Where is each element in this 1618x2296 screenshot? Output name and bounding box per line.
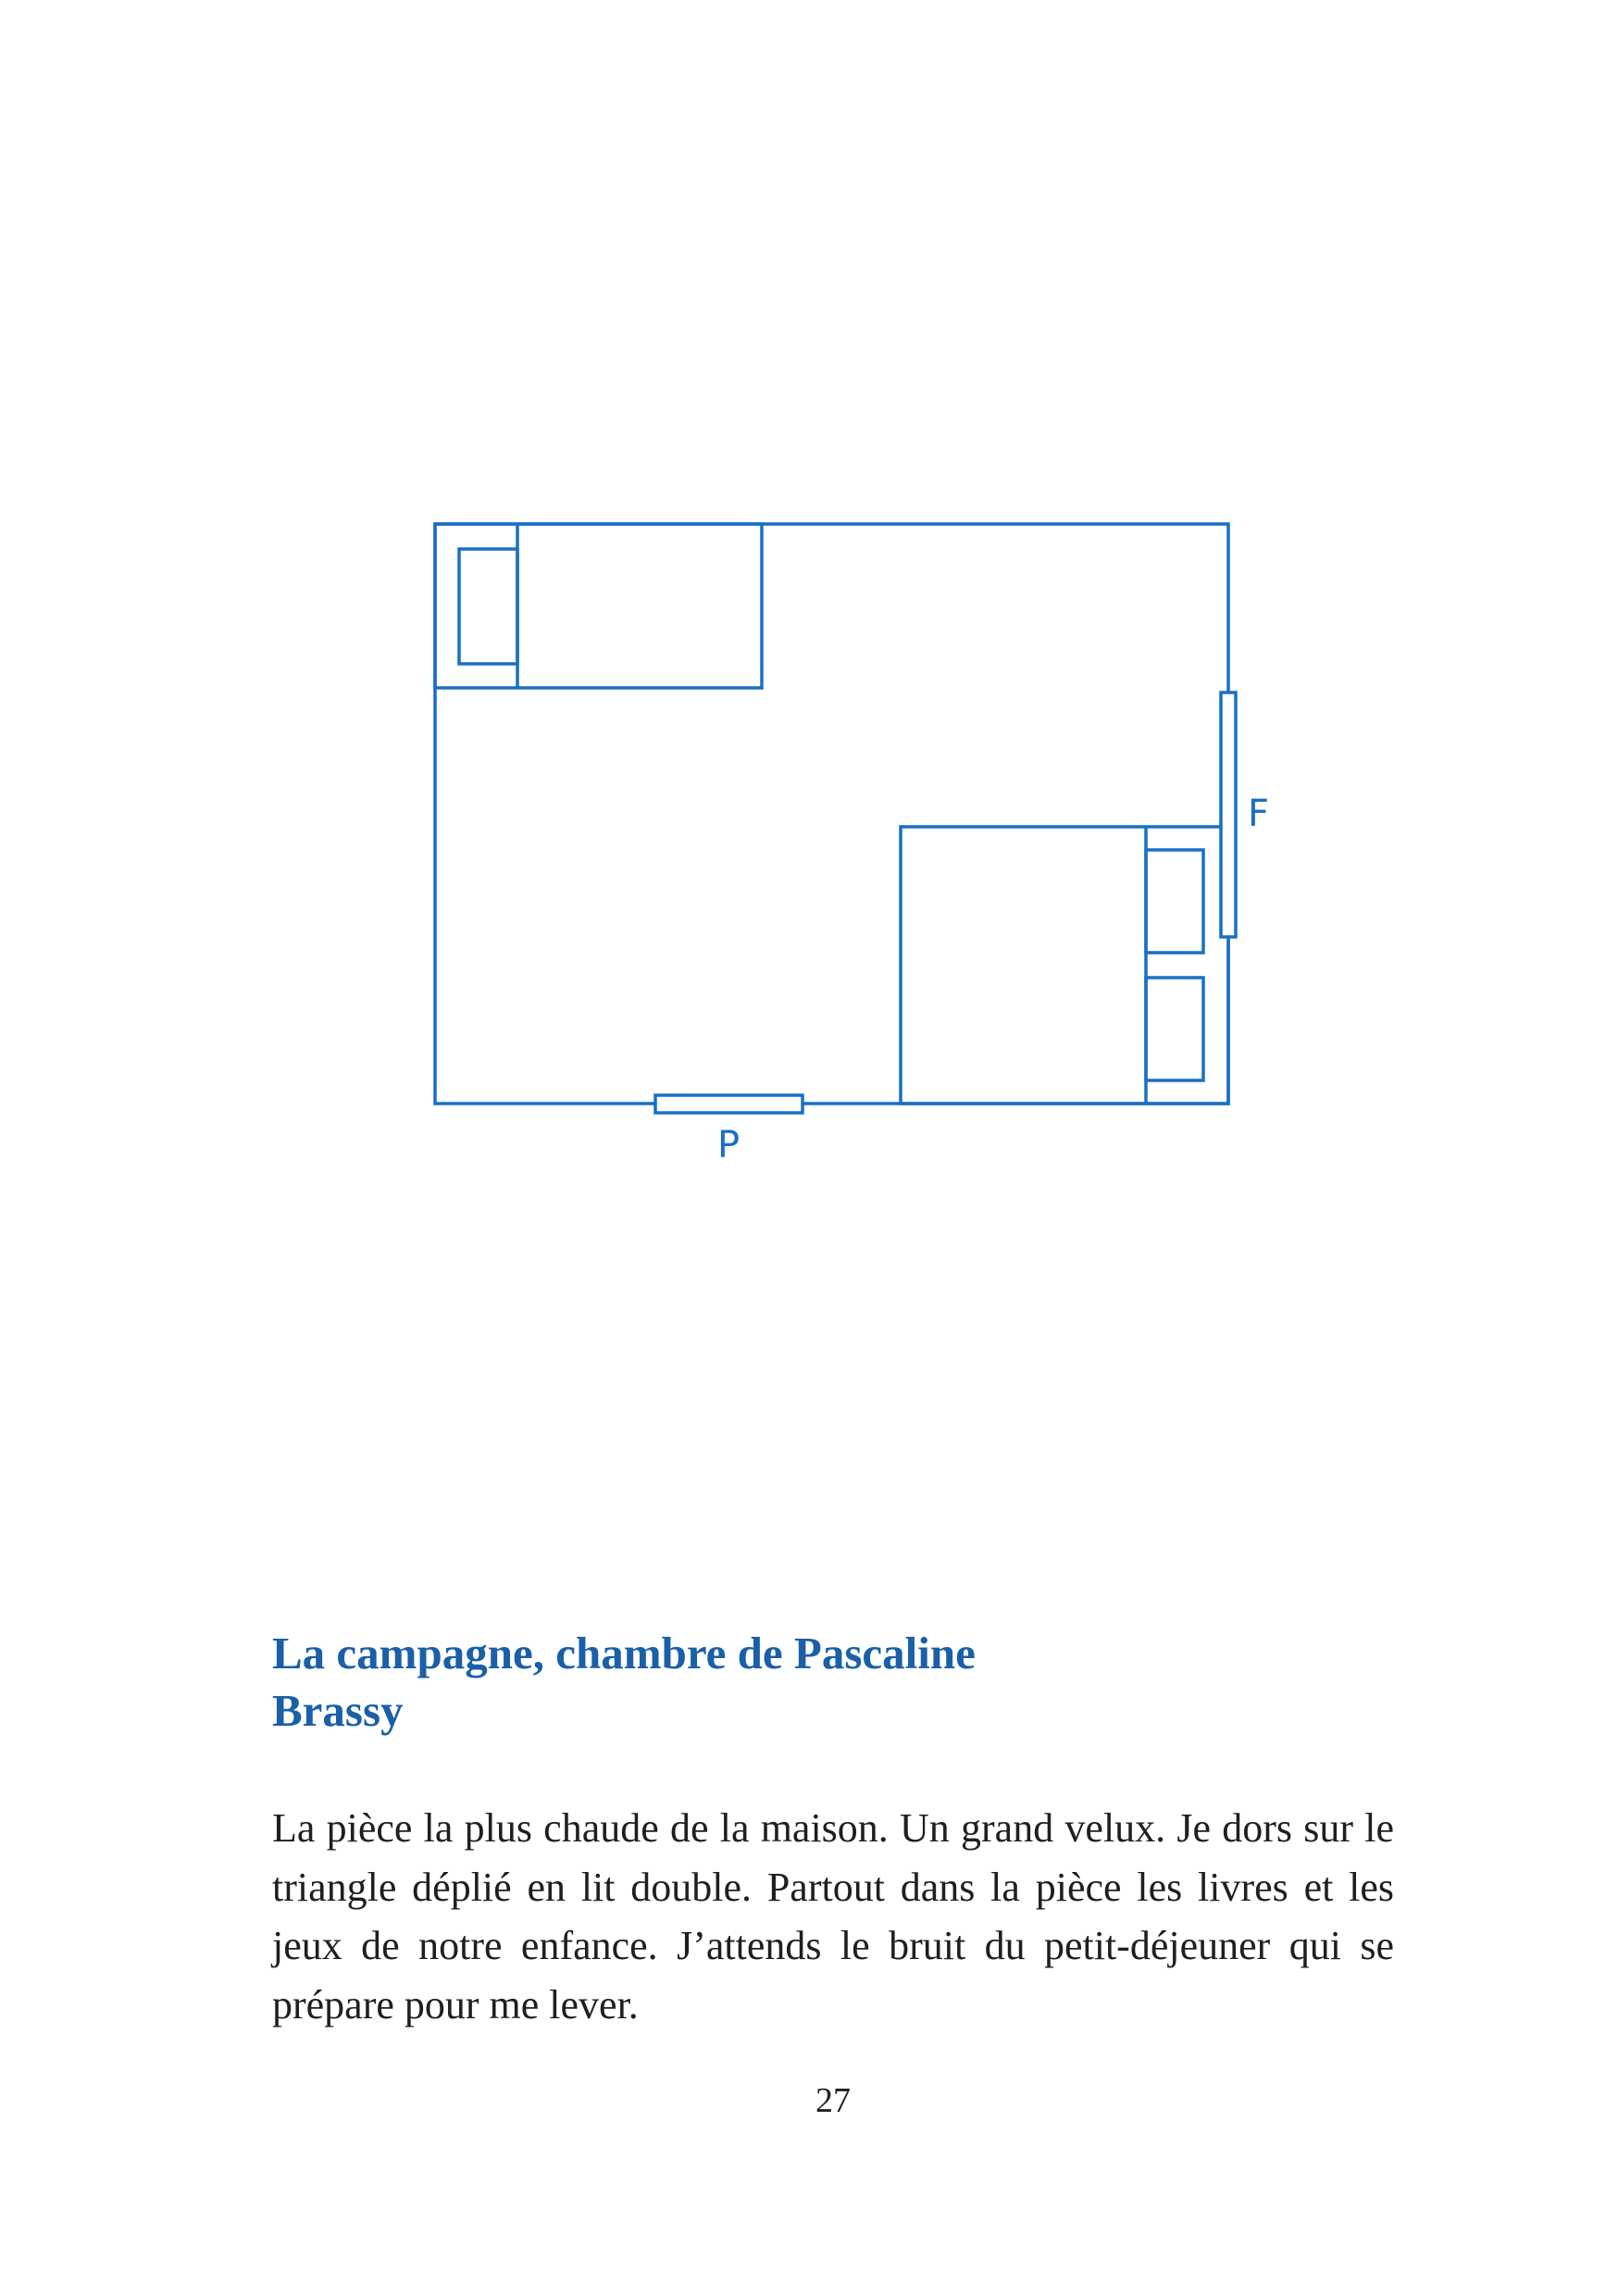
- door-label: P: [717, 1124, 741, 1167]
- title-line-2: Brassy: [272, 1685, 404, 1736]
- window-label: F: [1248, 792, 1270, 835]
- single-bed-pillow: [459, 549, 517, 664]
- room-wall: [435, 524, 1228, 1104]
- double-bed: [901, 827, 1228, 1104]
- door: [655, 1095, 803, 1113]
- body-paragraph: La pièce la plus chaude de la maison. Un grand velux. Je dors sur le triangle déplié en lit double. Partout dans la pièce les livres et les jeux de notre enfance. J’attends le bruit du petit-déjeuner qui se prépare pour me lever.: [272, 1805, 1394, 2028]
- double-bed-pillow-top: [1146, 850, 1203, 953]
- double-bed-pillow-bottom: [1146, 978, 1203, 1080]
- page-title: [272, 1625, 976, 1740]
- window: [1221, 693, 1236, 937]
- page-number: 27: [815, 2081, 851, 2120]
- title-line-1: La campagne, chambre de Pascaline: [272, 1628, 976, 1678]
